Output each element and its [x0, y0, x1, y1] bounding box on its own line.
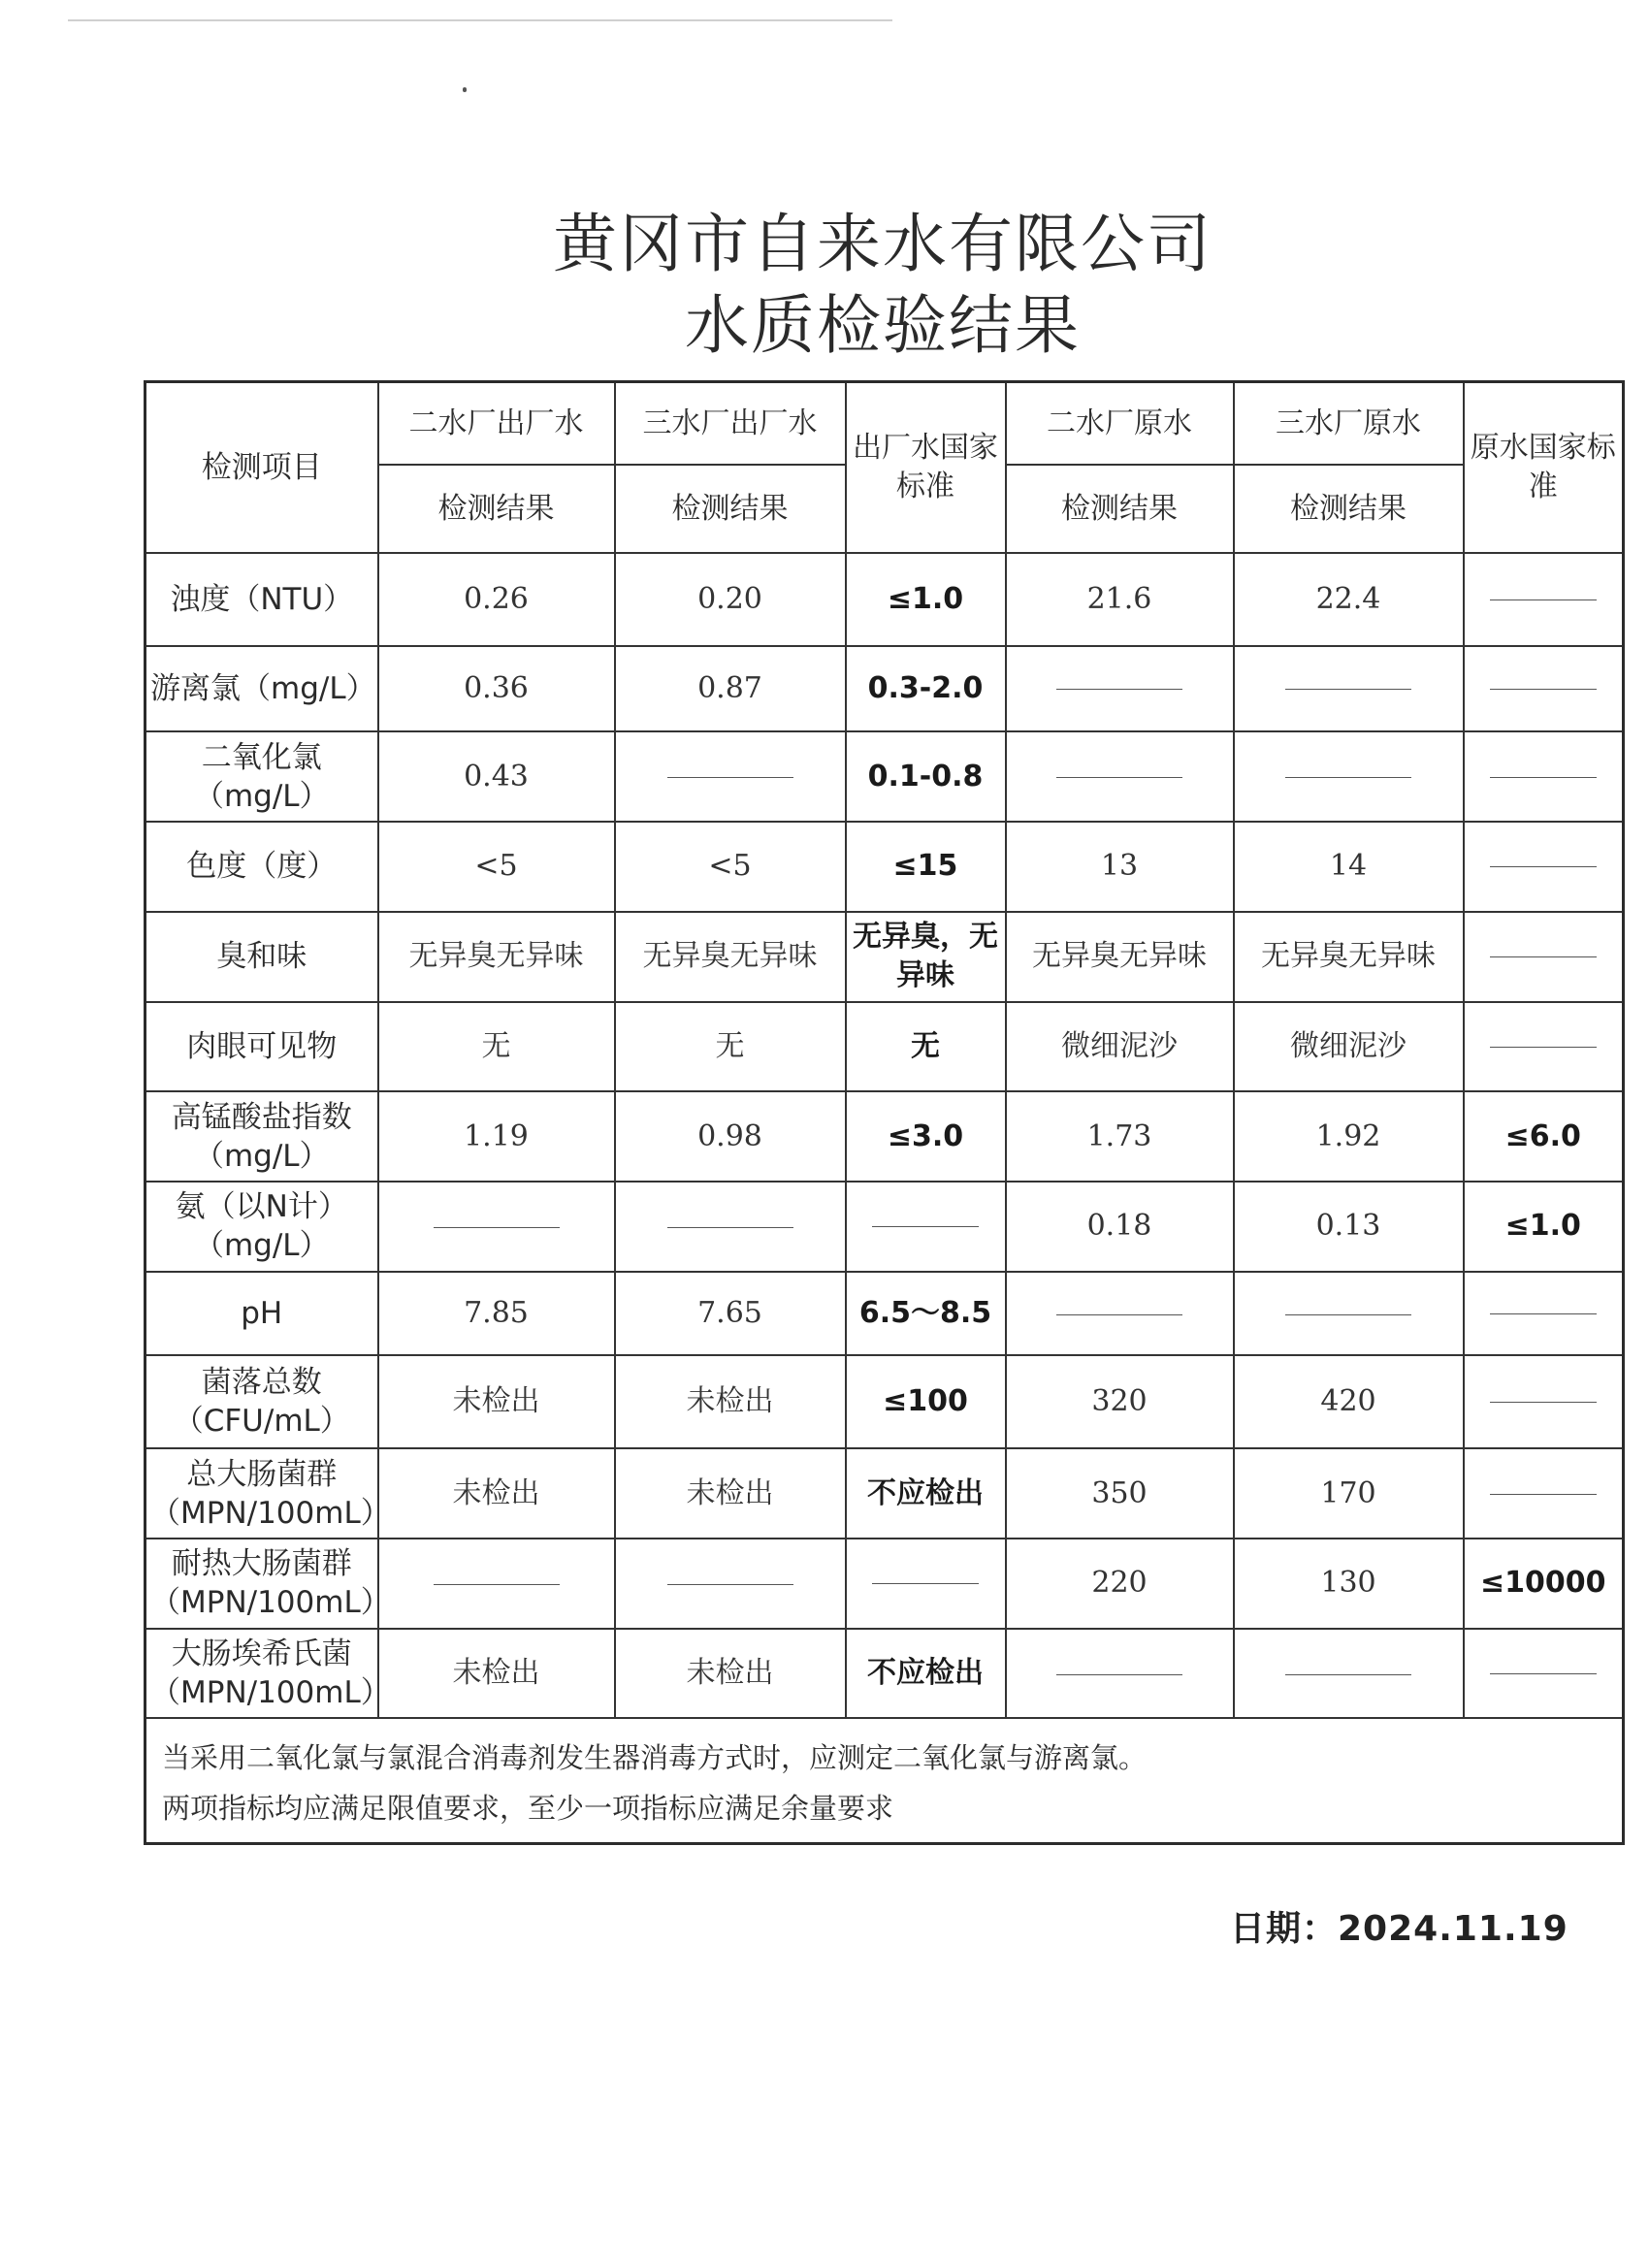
- empty-dash: [1285, 689, 1411, 690]
- report-title: 水质检验结果: [685, 288, 1081, 363]
- empty-dash: [1490, 866, 1597, 867]
- cell-plant2-out: 未检出: [378, 1629, 615, 1719]
- cell-out-std: ≤3.0: [846, 1091, 1006, 1182]
- cell-out-std: [846, 1182, 1006, 1272]
- cell-item: 色度（度）: [146, 822, 378, 912]
- cell-plant3-out: 0.98: [615, 1091, 846, 1182]
- empty-dash: [434, 1227, 560, 1228]
- note-row: [146, 1718, 1624, 1843]
- header-plant2-raw: 二水厂原水: [1006, 382, 1234, 466]
- cell-plant2-raw: [1006, 1629, 1234, 1719]
- cell-item: 游离氯（mg/L）: [146, 646, 378, 732]
- note-line: 两项指标均应满足限值要求，至少一项指标应满足余量要求: [162, 1792, 894, 1826]
- cell-plant3-out: 无异臭无异味: [615, 912, 846, 1002]
- cell-plant3-out: [615, 731, 846, 822]
- empty-dash: [1490, 1402, 1597, 1403]
- scan-artifact-line: [68, 19, 892, 21]
- cell-raw-std: ≤6.0: [1464, 1091, 1624, 1182]
- cell-raw-std: [1464, 1629, 1624, 1719]
- cell-raw-std: [1464, 912, 1624, 1002]
- empty-dash: [1056, 1674, 1182, 1675]
- table-row: [146, 1272, 1624, 1356]
- header-plant3-out: 三水厂出厂水: [615, 382, 846, 466]
- cell-plant3-out: 7.65: [615, 1272, 846, 1356]
- header-out-std: 出厂水国家标准: [846, 382, 1006, 553]
- cell-raw-std: [1464, 822, 1624, 912]
- cell-plant2-raw: 1.73: [1006, 1091, 1234, 1182]
- cell-raw-std: ≤1.0: [1464, 1182, 1624, 1272]
- cell-plant3-raw: 0.13: [1234, 1182, 1464, 1272]
- cell-plant3-out: 0.87: [615, 646, 846, 732]
- cell-out-std: [846, 1539, 1006, 1629]
- cell-plant2-raw: 13: [1006, 822, 1234, 912]
- cell-plant2-raw: [1006, 1272, 1234, 1356]
- cell-plant3-raw: 无异臭无异味: [1234, 912, 1464, 1002]
- cell-plant2-out: [378, 1182, 615, 1272]
- cell-plant2-out: 1.19: [378, 1091, 615, 1182]
- cell-plant2-out: 0.26: [378, 553, 615, 646]
- cell-plant3-out: <5: [615, 822, 846, 912]
- table-row: [146, 1629, 1624, 1719]
- cell-item: 耐热大肠菌群（MPN/100mL）: [146, 1539, 378, 1629]
- empty-dash: [1056, 777, 1182, 778]
- header-item: 检测项目: [146, 382, 378, 553]
- empty-dash: [1056, 1314, 1182, 1315]
- empty-dash: [1490, 777, 1597, 778]
- report-date: 日期：2024.11.19: [1230, 1909, 1568, 1949]
- cell-plant3-out: 无: [615, 1002, 846, 1092]
- company-title: 黄冈市自来水有限公司: [553, 207, 1212, 281]
- cell-item: 二氧化氯（mg/L）: [146, 731, 378, 822]
- cell-plant2-raw: [1006, 646, 1234, 732]
- cell-plant2-out: [378, 1539, 615, 1629]
- empty-dash: [1056, 689, 1182, 690]
- cell-plant3-raw: 14: [1234, 822, 1464, 912]
- cell-raw-std: [1464, 1355, 1624, 1448]
- cell-raw-std: [1464, 1272, 1624, 1356]
- table-row: [146, 1091, 1624, 1182]
- note-cell: [146, 1718, 1624, 1843]
- table-row: [146, 1182, 1624, 1272]
- cell-plant2-raw: 350: [1006, 1448, 1234, 1539]
- header-plant2-out: 二水厂出厂水: [378, 382, 615, 466]
- cell-item: 浊度（NTU）: [146, 553, 378, 646]
- empty-dash: [1490, 1673, 1597, 1674]
- cell-out-std: ≤100: [846, 1355, 1006, 1448]
- empty-dash: [1490, 956, 1597, 957]
- cell-out-std: 无: [846, 1002, 1006, 1092]
- table-row: [146, 1448, 1624, 1539]
- cell-out-std: 0.1-0.8: [846, 731, 1006, 822]
- cell-plant3-out: 未检出: [615, 1629, 846, 1719]
- empty-dash: [434, 1584, 560, 1585]
- cell-item: 大肠埃希氏菌（MPN/100mL）: [146, 1629, 378, 1719]
- empty-dash: [872, 1226, 979, 1227]
- table-row: [146, 731, 1624, 822]
- cell-plant3-out: 未检出: [615, 1355, 846, 1448]
- cell-out-std: 不应检出: [846, 1448, 1006, 1539]
- cell-plant3-raw: 420: [1234, 1355, 1464, 1448]
- cell-plant3-raw: 1.92: [1234, 1091, 1464, 1182]
- cell-item: 菌落总数（CFU/mL）: [146, 1355, 378, 1448]
- table-row: [146, 912, 1624, 1002]
- empty-dash: [1285, 1674, 1411, 1675]
- empty-dash: [1285, 777, 1411, 778]
- cell-out-std: 不应检出: [846, 1629, 1006, 1719]
- empty-dash: [1490, 1047, 1597, 1048]
- cell-raw-std: [1464, 646, 1624, 732]
- cell-plant2-out: <5: [378, 822, 615, 912]
- cell-plant2-raw: 220: [1006, 1539, 1234, 1629]
- cell-item: 高锰酸盐指数（mg/L）: [146, 1091, 378, 1182]
- cell-plant2-raw: 21.6: [1006, 553, 1234, 646]
- cell-raw-std: [1464, 1002, 1624, 1092]
- cell-plant2-raw: [1006, 731, 1234, 822]
- cell-plant3-raw: 170: [1234, 1448, 1464, 1539]
- cell-plant2-raw: 无异臭无异味: [1006, 912, 1234, 1002]
- cell-plant3-raw: 22.4: [1234, 553, 1464, 646]
- empty-dash: [1490, 1494, 1597, 1495]
- cell-out-std: ≤15: [846, 822, 1006, 912]
- cell-raw-std: ≤10000: [1464, 1539, 1624, 1629]
- cell-plant2-raw: 320: [1006, 1355, 1234, 1448]
- empty-dash: [1490, 599, 1597, 600]
- header-result: 检测结果: [1234, 465, 1464, 553]
- cell-item: 总大肠菌群（MPN/100mL）: [146, 1448, 378, 1539]
- cell-plant2-out: 无异臭无异味: [378, 912, 615, 1002]
- table-row: [146, 1539, 1624, 1629]
- empty-dash: [1285, 1314, 1411, 1315]
- header-result: 检测结果: [615, 465, 846, 553]
- cell-out-std: 6.5～8.5: [846, 1272, 1006, 1356]
- note-line: 当采用二氧化氯与氯混合消毒剂发生器消毒方式时，应测定二氧化氯与游离氯。: [162, 1741, 1148, 1775]
- table-row: [146, 1002, 1624, 1092]
- cell-plant3-out: 0.20: [615, 553, 846, 646]
- cell-plant3-out: [615, 1539, 846, 1629]
- cell-plant3-raw: [1234, 1272, 1464, 1356]
- empty-dash: [667, 1227, 793, 1228]
- cell-out-std: 0.3-2.0: [846, 646, 1006, 732]
- empty-dash: [667, 1584, 793, 1585]
- cell-plant2-raw: 0.18: [1006, 1182, 1234, 1272]
- cell-plant3-out: [615, 1182, 846, 1272]
- cell-plant3-raw: [1234, 1629, 1464, 1719]
- table-row: [146, 646, 1624, 732]
- cell-raw-std: [1464, 553, 1624, 646]
- cell-plant2-out: 7.85: [378, 1272, 615, 1356]
- header-plant3-raw: 三水厂原水: [1234, 382, 1464, 466]
- header-raw-std: 原水国家标准: [1464, 382, 1624, 553]
- cell-raw-std: [1464, 731, 1624, 822]
- table-row: [146, 553, 1624, 646]
- header-result: 检测结果: [378, 465, 615, 553]
- cell-plant3-raw: [1234, 646, 1464, 732]
- title-block: [0, 204, 1649, 367]
- empty-dash: [667, 777, 793, 778]
- cell-item: 肉眼可见物: [146, 1002, 378, 1092]
- empty-dash: [1490, 689, 1597, 690]
- table-row: [146, 822, 1624, 912]
- header-result: 检测结果: [1006, 465, 1234, 553]
- cell-plant3-raw: 微细泥沙: [1234, 1002, 1464, 1092]
- cell-plant2-out: 0.36: [378, 646, 615, 732]
- empty-dash: [1490, 1313, 1597, 1314]
- cell-plant3-raw: 130: [1234, 1539, 1464, 1629]
- cell-item: 臭和味: [146, 912, 378, 1002]
- cell-plant2-out: 未检出: [378, 1355, 615, 1448]
- cell-plant2-out: 未检出: [378, 1448, 615, 1539]
- table-row: [146, 1355, 1624, 1448]
- cell-plant2-out: 无: [378, 1002, 615, 1092]
- cell-item: 氨（以N计）（mg/L）: [146, 1182, 378, 1272]
- water-quality-table: [144, 380, 1625, 1845]
- cell-out-std: ≤1.0: [846, 553, 1006, 646]
- scan-artifact-dot: [463, 87, 467, 92]
- empty-dash: [872, 1583, 979, 1584]
- cell-plant2-raw: 微细泥沙: [1006, 1002, 1234, 1092]
- cell-out-std: 无异臭，无异味: [846, 912, 1006, 1002]
- cell-plant3-out: 未检出: [615, 1448, 846, 1539]
- cell-item: pH: [146, 1272, 378, 1356]
- header-row-1: [146, 382, 1624, 466]
- cell-raw-std: [1464, 1448, 1624, 1539]
- cell-plant3-raw: [1234, 731, 1464, 822]
- cell-plant2-out: 0.43: [378, 731, 615, 822]
